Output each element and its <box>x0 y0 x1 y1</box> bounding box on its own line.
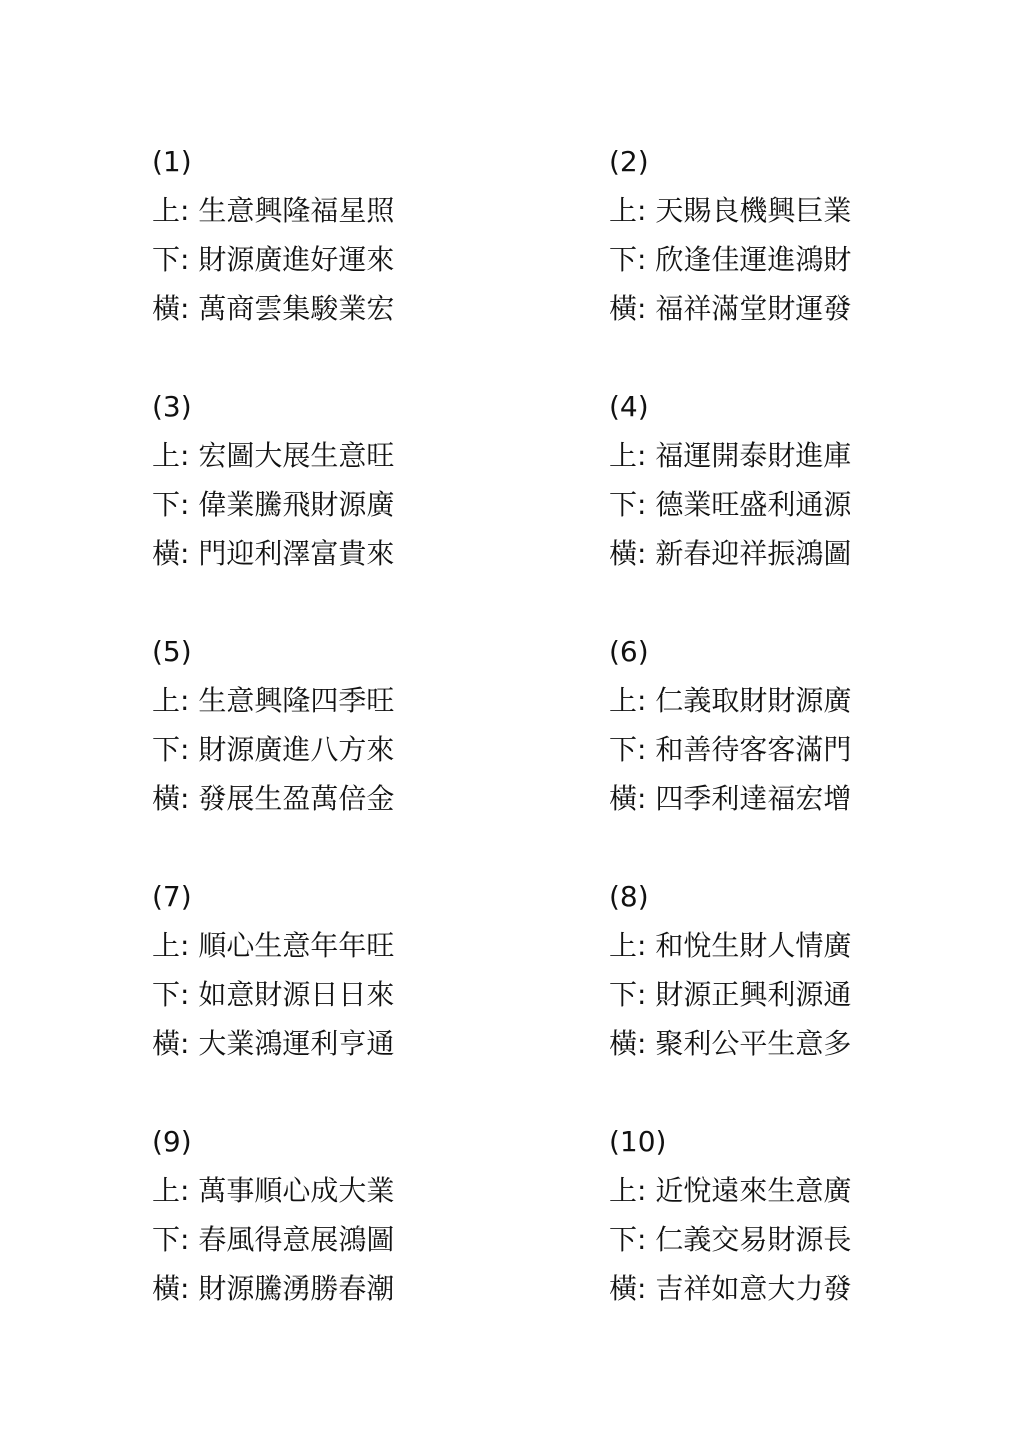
horizontal-line: 橫: 發展生盈萬倍金 <box>152 782 395 815</box>
horizontal-line: 橫: 新春迎祥振鴻圖 <box>609 537 852 570</box>
lower-line: 下: 財源正興利源通 <box>609 978 852 1011</box>
couplet-number: (9) <box>152 1125 192 1158</box>
upper-line: 上: 順心生意年年旺 <box>152 929 395 962</box>
lower-line: 下: 德業旺盛利通源 <box>609 488 852 521</box>
lower-line: 下: 和善待客客滿門 <box>609 733 852 766</box>
lower-line: 下: 財源廣進八方來 <box>152 733 395 766</box>
couplet-number: (3) <box>152 390 192 423</box>
upper-line: 上: 和悅生財人情廣 <box>609 929 852 962</box>
upper-line: 上: 生意興隆福星照 <box>152 194 395 227</box>
horizontal-line: 橫: 門迎利澤富貴來 <box>152 537 395 570</box>
couplet-8 <box>609 872 912 1117</box>
couplet-list <box>152 137 912 1362</box>
horizontal-line: 橫: 吉祥如意大力發 <box>609 1272 852 1305</box>
horizontal-line: 橫: 大業鴻運利亨通 <box>152 1027 395 1060</box>
couplet-5 <box>152 627 609 872</box>
horizontal-line: 橫: 財源騰湧勝春潮 <box>152 1272 395 1305</box>
couplet-number: (6) <box>609 635 649 668</box>
couplet-9 <box>152 1117 609 1362</box>
couplet-number: (2) <box>609 145 649 178</box>
upper-line: 上: 天賜良機興巨業 <box>609 194 852 227</box>
couplet-number: (10) <box>609 1125 667 1158</box>
upper-line: 上: 萬事順心成大業 <box>152 1174 395 1207</box>
couplet-4 <box>609 382 912 627</box>
lower-line: 下: 如意財源日日來 <box>152 978 395 1011</box>
couplet-number: (5) <box>152 635 192 668</box>
couplet-7 <box>152 872 609 1117</box>
lower-line: 下: 仁義交易財源長 <box>609 1223 852 1256</box>
horizontal-line: 橫: 聚利公平生意多 <box>609 1027 852 1060</box>
lower-line: 下: 欣逢佳運進鴻財 <box>609 243 852 276</box>
couplet-2 <box>609 137 912 382</box>
upper-line: 上: 仁義取財財源廣 <box>609 684 852 717</box>
couplet-number: (8) <box>609 880 649 913</box>
couplet-1 <box>152 137 609 382</box>
upper-line: 上: 福運開泰財進庫 <box>609 439 852 472</box>
horizontal-line: 橫: 四季利達福宏增 <box>609 782 852 815</box>
lower-line: 下: 偉業騰飛財源廣 <box>152 488 395 521</box>
horizontal-line: 橫: 福祥滿堂財運發 <box>609 292 852 325</box>
couplet-number: (4) <box>609 390 649 423</box>
couplet-10 <box>609 1117 912 1362</box>
upper-line: 上: 近悅遠來生意廣 <box>609 1174 852 1207</box>
lower-line: 下: 春風得意展鴻圖 <box>152 1223 395 1256</box>
couplet-6 <box>609 627 912 872</box>
couplet-number: (1) <box>152 145 192 178</box>
lower-line: 下: 財源廣進好運來 <box>152 243 395 276</box>
couplet-number: (7) <box>152 880 192 913</box>
upper-line: 上: 宏圖大展生意旺 <box>152 439 395 472</box>
horizontal-line: 橫: 萬商雲集駿業宏 <box>152 292 395 325</box>
couplet-3 <box>152 382 609 627</box>
upper-line: 上: 生意興隆四季旺 <box>152 684 395 717</box>
